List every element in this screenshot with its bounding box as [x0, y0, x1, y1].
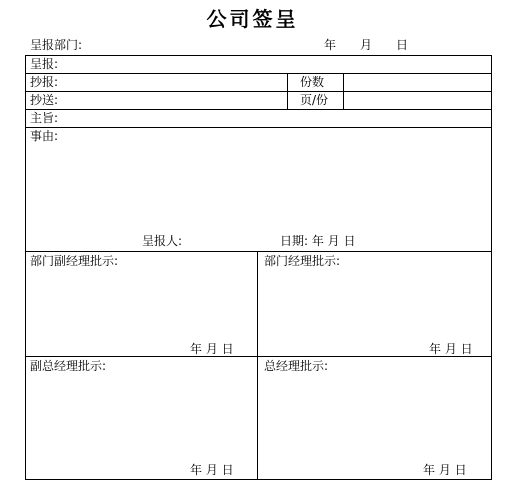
copy-to-label: 抄报:	[30, 75, 59, 89]
row-divider	[25, 109, 492, 110]
table-border-right	[491, 55, 492, 480]
header-month: 月	[360, 38, 373, 52]
dept-deputy-approval-label: 部门副经理批示:	[30, 254, 119, 268]
per-copy-label: 页/份	[300, 93, 329, 107]
table-border-bottom	[25, 479, 492, 480]
column-divider	[343, 73, 344, 109]
document-title: 公司签呈	[206, 7, 299, 31]
matter-label: 事由:	[30, 129, 59, 143]
column-divider	[287, 73, 288, 109]
column-divider	[257, 251, 258, 480]
date-label: 日期: 年 月 日	[280, 234, 356, 248]
dept-deputy-date: 年 月 日	[190, 342, 234, 356]
header-year: 年	[324, 38, 337, 52]
dept-manager-date: 年 月 日	[429, 342, 473, 356]
row-divider	[25, 251, 492, 252]
cc-label: 抄送:	[30, 93, 59, 107]
header-day: 日	[396, 38, 409, 52]
deputy-gm-approval-label: 副总经理批示:	[30, 359, 107, 373]
row-divider	[25, 127, 492, 128]
gm-date: 年 月 日	[423, 463, 467, 477]
reporter-label: 呈报人:	[142, 234, 183, 248]
table-border-left	[25, 55, 26, 480]
row-divider	[25, 73, 492, 74]
deputy-gm-date: 年 月 日	[190, 463, 234, 477]
submit-label: 呈报:	[30, 57, 59, 71]
row-divider	[25, 91, 492, 92]
row-divider	[25, 356, 492, 357]
dept-manager-approval-label: 部门经理批示:	[264, 254, 341, 268]
gm-approval-label: 总经理批示:	[264, 359, 329, 373]
table-border-top	[25, 55, 492, 56]
dept-label: 呈报部门:	[30, 38, 83, 52]
copies-label: 份数	[300, 75, 325, 89]
subject-label: 主旨:	[30, 111, 59, 125]
